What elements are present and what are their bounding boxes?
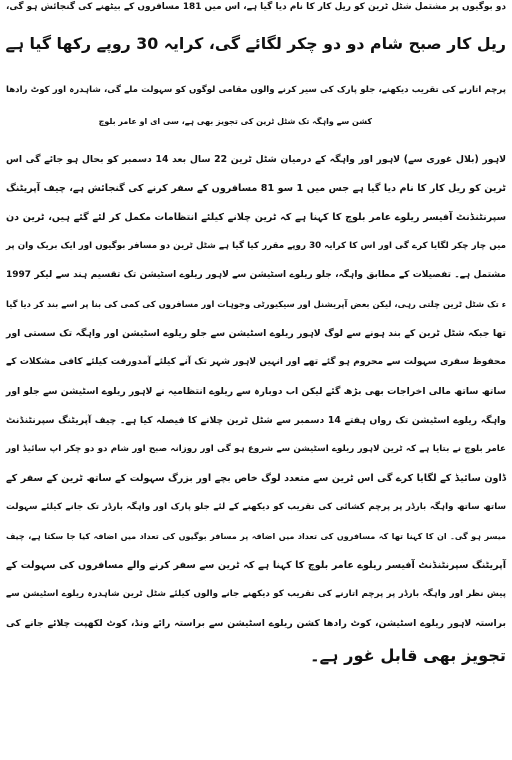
- article-line: سپرنٹنڈنٹ آفیسر ریلوے عامر بلوچ کا کہنا ہے کہ ٹرین چلانے کیلئے انتظامات مکمل کر لئے گئے ہیں، ٹرین دن: [6, 212, 506, 223]
- article-line: میسر ہو گی۔ ان کا کہنا تھا کہ مسافروں کی تعداد میں اضافہ پر مسافر بوگیوں کی تعداد میں اضافہ کیا جا سکتا ہے، چیف: [6, 531, 506, 541]
- article-line: براستہ لاہور ریلوے اسٹیشن، کوٹ رادھا کشن ریلوے اسٹیشن سے براستہ رائے ونڈ، کوٹ لکھپت چلائے جانے کی: [6, 618, 506, 629]
- article-line: محفوظ سفری سہولت سے محروم ہو گئے تھے اور انہیں لاہور شہر تک آنے کیلئے آمدورفت کیلئے کافی مشکلات کے: [6, 357, 506, 367]
- headline-line: دو بوگیوں پر مشتمل شٹل ٹرین کو ریل کار کا نام دیا گیا ہے، اس میں 181 مسافروں کے بیٹھنے کی گنجائش ہو گی،: [6, 2, 506, 12]
- headline-line: ریل کار صبح شام دو دو چکر لگائے گی، کرایہ 30 روپے رکھا گیا ہے: [5, 34, 506, 53]
- article-line: تھا جبکہ شٹل ٹرین کے بند ہونے سے لوگ لاہور ریلوے اسٹیشن سے جلو ریلوے اسٹیشن اور واہگہ تک سستی اور: [6, 328, 506, 339]
- article-line: آپریٹنگ سپرنٹنڈنٹ آفیسر ریلوے عامر بلوچ کا کہنا ہے کہ ٹرین سے سفر کرنے والے مسافروں کی سہولت کے: [6, 560, 506, 571]
- article-line: ء تک شٹل ٹرین چلتی رہی، لیکن بعض آپریشنل اور سیکیورٹی وجوہات اور مسافروں کی کمی کی بنا پر اسے بند کر دیا گیا: [6, 299, 506, 309]
- subheadline-line: کشن سے واہگہ تک شٹل ٹرین کی تجویز بھی ہے، سی ای او عامر بلوچ: [98, 117, 372, 126]
- article-line: ٹرین کو ریل کار کا نام دیا گیا ہے جس میں 1 سو 81 مسافروں کے سفر کرنے کی گنجائش ہے، چیف آپریٹنگ: [6, 183, 507, 194]
- article-line: ساتھ ساتھ مالی اخراجات بھی بڑھ گئے لیکن اب دوبارہ سے ریلوے انتظامیہ نے لاہور ریلوے اسٹیشن سے جلو اور: [5, 386, 506, 397]
- article-line: عامر بلوچ نے بتایا ہے کہ ٹرین لاہور ریلوے اسٹیشن سے شروع ہو گی اور روزانہ صبح اور شام دو دو چکر اپ سائیڈ اور: [6, 444, 506, 454]
- article-line: ساتھ ساتھ واہگہ بارڈر پر پرچم کشائی کی تقریب کو دیکھنے کے لئے جلو پارک اور واہگہ بارڈر تک جانے کیلئے سہولت: [6, 502, 506, 512]
- article-line: ڈاون سائیڈ کے لگایا کرے گی اس ٹرین سے متعدد لوگ خاص بچے اور بزرگ سہولت کے ساتھ ٹرین کے سفر کے: [6, 473, 506, 484]
- subheadline-line: پرچم اتارنے کی تقریب دیکھنے، جلو پارک کی سیر کرنے والوں مقامی لوگوں کو سہولت ملے گی، شاہدرہ اور کوٹ رادھا: [6, 85, 506, 95]
- article-line: پیش نظر اور واہگہ بارڈر پر پرچم اتارنے کی تقریب کو دیکھنے جانے والوں کیلئے شٹل ٹرین شاہدرہ ریلوے اسٹیشن سے: [6, 589, 506, 599]
- article-line: تجویز بھی قابل غور ہے۔: [310, 646, 506, 665]
- article-line: واہگہ ریلوے اسٹیشن تک رواں ہفتے 14 دسمبر سے شٹل ٹرین چلانے کا فیصلہ کیا ہے۔ چیف آپریٹنگ سپرنٹنڈنٹ: [6, 415, 506, 426]
- article-line: میں چار چکر لگایا کرے گی اور اس کا کرایہ 30 روپے مقرر کیا گیا ہے شٹل ٹرین دو مسافر بوگیوں اور ایک بریک وان پر: [6, 241, 506, 251]
- article-line: مشتمل ہے۔ تفصیلات کے مطابق واہگہ، جلو ریلوے اسٹیشن سے لاہور ریلوے اسٹیشن تک تقسیم ہند سے لیکر 1997: [6, 270, 506, 280]
- article-line: لاہور (بلال غوری سے) لاہور اور واہگہ کے درمیان شٹل ٹرین 22 سال بعد 14 دسمبر کو بحال ہو جائے گی اس: [6, 154, 506, 165]
